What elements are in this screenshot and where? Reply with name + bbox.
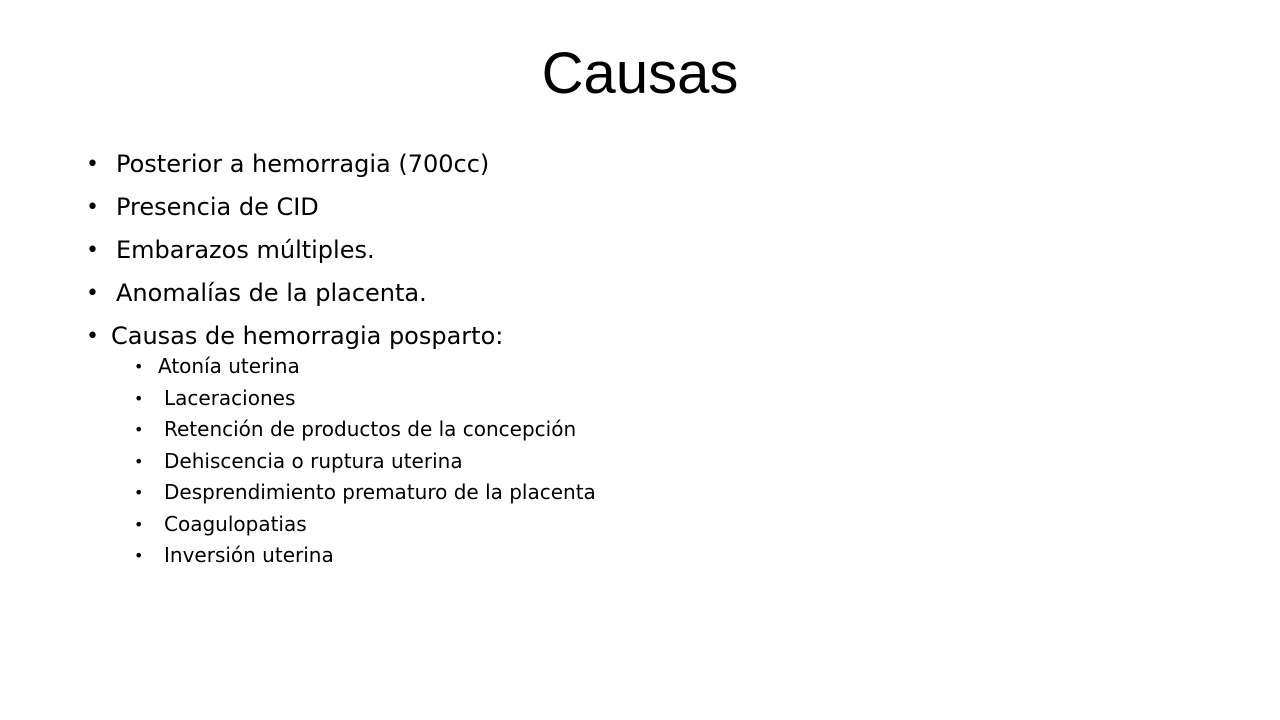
sub-list-item (134, 509, 1206, 541)
list-item (86, 272, 1206, 315)
sub-list-item (134, 414, 1206, 446)
sub-list-item (134, 477, 1206, 509)
sub-list-item-text: Laceraciones (164, 385, 296, 410)
bullet-icon: • (134, 483, 144, 502)
sub-list-item-text: Atonía uterina (158, 354, 300, 378)
bullet-icon: • (134, 357, 144, 376)
sub-list-item-text: Retención de productos de la concepción (164, 417, 577, 441)
sub-list-item (134, 351, 1206, 383)
list-item-text: Posterior a hemorragia (700cc) (116, 150, 490, 178)
bullet-icon: • (86, 238, 99, 263)
slide-body (86, 143, 1206, 572)
sub-list-item (134, 383, 1206, 415)
bullet-icon: • (86, 195, 99, 220)
bullet-icon: • (134, 546, 144, 565)
bullet-icon: • (134, 451, 144, 471)
bullet-list (86, 143, 1206, 572)
bullet-icon: • (86, 324, 99, 349)
bullet-icon: • (86, 152, 99, 177)
list-item-text: Anomalías de la placenta. (116, 279, 427, 307)
sub-list-item-text: Desprendimiento prematuro de la placenta (164, 480, 596, 504)
list-item (86, 143, 1206, 186)
sub-bullet-list (134, 351, 1206, 572)
sub-list-item (134, 446, 1206, 478)
list-item-text: Embarazos múltiples. (116, 236, 375, 264)
bullet-icon: • (86, 281, 99, 306)
list-item (86, 315, 1206, 572)
bullet-icon: • (134, 514, 144, 534)
sub-list-item-text: Coagulopatias (164, 511, 307, 536)
sub-list-item (134, 540, 1206, 572)
list-item-text: Causas de hemorragia posparto: (111, 322, 504, 350)
list-item-text: Presencia de CID (116, 193, 319, 221)
list-item (86, 229, 1206, 272)
slide-title: Causas (541, 41, 739, 106)
bullet-icon: • (134, 388, 144, 408)
sub-list-item-text: Dehiscencia o ruptura uterina (164, 448, 463, 473)
bullet-icon: • (134, 420, 144, 439)
list-item (86, 186, 1206, 229)
sub-list-item-text: Inversión uterina (164, 543, 334, 567)
